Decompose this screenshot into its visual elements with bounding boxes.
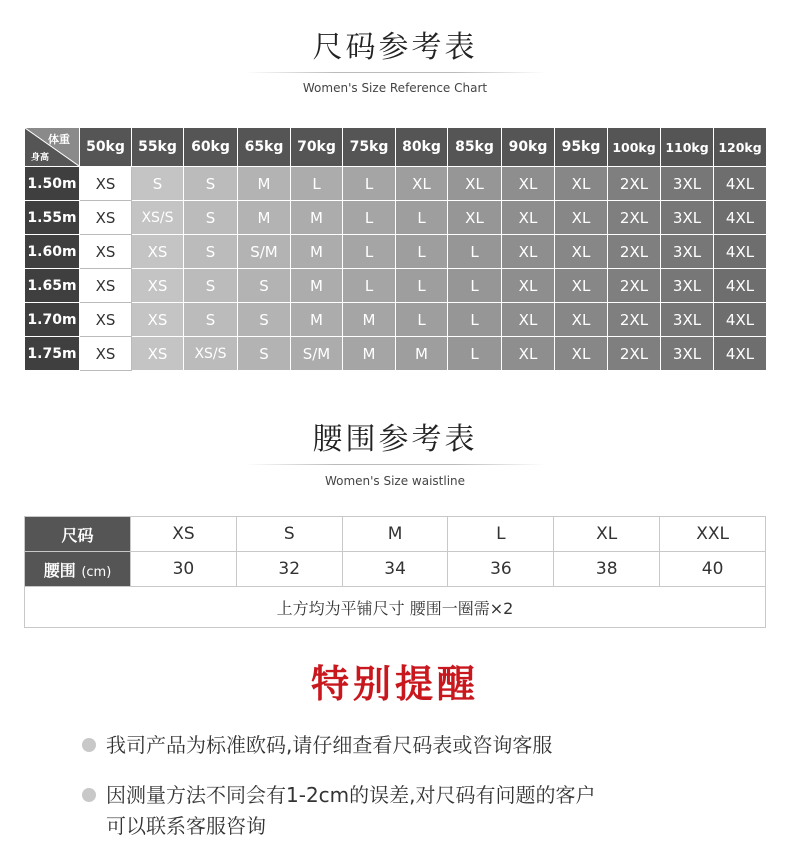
size-row-header: 尺码 xyxy=(25,517,131,552)
title-divider xyxy=(245,72,545,73)
size-cell: XL xyxy=(555,235,608,269)
size-cell: S/M xyxy=(238,235,291,269)
waist-size-cell: XXL xyxy=(660,517,766,552)
size-cell: XL xyxy=(502,235,555,269)
waist-value-cell: 32 xyxy=(236,552,342,587)
size-cell: XS xyxy=(80,269,132,303)
size-cell: L xyxy=(396,201,448,235)
waist-note: 上方均为平铺尺寸 腰围一圈需×2 xyxy=(25,587,766,628)
size-reference-table xyxy=(24,127,767,371)
size-cell: XS xyxy=(132,235,184,269)
size-cell: S xyxy=(184,235,238,269)
size-cell: L xyxy=(343,269,396,303)
size-cell: M xyxy=(343,303,396,337)
waist-reference-table xyxy=(24,516,766,628)
height-row xyxy=(25,303,767,337)
size-cell: 2XL xyxy=(608,235,661,269)
size-cell: L xyxy=(396,269,448,303)
size-chart-subtitle: Women's Size Reference Chart xyxy=(302,81,488,95)
size-cell: 3XL xyxy=(661,337,714,371)
size-cell: XS xyxy=(80,167,132,201)
weight-header-cell: 110kg xyxy=(661,128,714,167)
waist-size-cell: XS xyxy=(131,517,237,552)
weight-header-cell: 50kg xyxy=(80,128,132,167)
waist-value-cell: 36 xyxy=(448,552,554,587)
size-cell: L xyxy=(343,235,396,269)
tip-text-continued: 可以联系客服咨询 xyxy=(106,814,266,838)
waist-value-cell: 34 xyxy=(342,552,448,587)
size-cell: L xyxy=(448,337,502,371)
weight-header-cell: 95kg xyxy=(555,128,608,167)
waist-value-row xyxy=(25,552,766,587)
size-cell: L xyxy=(343,201,396,235)
size-cell: 2XL xyxy=(608,303,661,337)
size-cell: S xyxy=(132,167,184,201)
weight-header-cell: 65kg xyxy=(238,128,291,167)
size-cell: 4XL xyxy=(714,269,767,303)
corner-height-label: 身高 xyxy=(30,153,50,163)
size-cell: M xyxy=(291,201,343,235)
reminder-tip xyxy=(82,780,596,842)
size-cell: XL xyxy=(555,337,608,371)
size-cell: XL xyxy=(448,201,502,235)
waist-value-cell: 30 xyxy=(131,552,237,587)
size-cell: 3XL xyxy=(661,303,714,337)
size-cell: XS xyxy=(132,337,184,371)
corner-diagonal-icon xyxy=(25,128,79,166)
height-row xyxy=(25,201,767,235)
corner-cell xyxy=(25,128,80,167)
size-cell: L xyxy=(396,235,448,269)
size-cell: XL xyxy=(555,201,608,235)
size-cell: L xyxy=(343,167,396,201)
size-cell: S xyxy=(238,337,291,371)
reminder-tip xyxy=(82,730,552,761)
waist-chart-subtitle: Women's Size waistline xyxy=(324,474,466,488)
size-cell: XL xyxy=(502,337,555,371)
size-cell: S xyxy=(184,269,238,303)
weight-header-cell: 80kg xyxy=(396,128,448,167)
height-label: 1.75m xyxy=(25,337,80,371)
waist-value-cell: 38 xyxy=(554,552,660,587)
bullet-icon xyxy=(82,738,96,752)
size-cell: XL xyxy=(555,303,608,337)
size-cell: XS xyxy=(80,235,132,269)
size-cell: S/M xyxy=(291,337,343,371)
weight-header-cell: 100kg xyxy=(608,128,661,167)
height-label: 1.55m xyxy=(25,201,80,235)
size-cell: XL xyxy=(502,201,555,235)
size-cell: XS/S xyxy=(184,337,238,371)
weight-header-cell: 75kg xyxy=(343,128,396,167)
waist-size-cell: L xyxy=(448,517,554,552)
weight-header-cell: 60kg xyxy=(184,128,238,167)
size-cell: S xyxy=(184,167,238,201)
weight-header-cell: 85kg xyxy=(448,128,502,167)
size-cell: S xyxy=(238,269,291,303)
height-label: 1.70m xyxy=(25,303,80,337)
size-cell: 2XL xyxy=(608,269,661,303)
size-cell: XS/S xyxy=(132,201,184,235)
size-cell: XS xyxy=(132,303,184,337)
size-cell: M xyxy=(291,269,343,303)
size-cell: M xyxy=(343,337,396,371)
size-cell: 3XL xyxy=(661,167,714,201)
height-label: 1.60m xyxy=(25,235,80,269)
size-cell: XS xyxy=(80,303,132,337)
waist-size-cell: S xyxy=(236,517,342,552)
size-cell: 3XL xyxy=(661,269,714,303)
waist-row-header xyxy=(25,552,131,587)
height-label: 1.65m xyxy=(25,269,80,303)
size-cell: XS xyxy=(80,337,132,371)
size-cell: 4XL xyxy=(714,201,767,235)
size-cell: 2XL xyxy=(608,201,661,235)
size-cell: XL xyxy=(502,269,555,303)
size-cell: S xyxy=(184,303,238,337)
waist-note-row xyxy=(25,587,766,628)
tip-text: 因测量方法不同会有1-2cm的误差,对尺码有问题的客户 xyxy=(106,783,596,807)
waist-unit: (cm) xyxy=(81,564,112,580)
size-cell: 2XL xyxy=(608,337,661,371)
height-row xyxy=(25,269,767,303)
waist-size-row xyxy=(25,517,766,552)
size-cell: L xyxy=(291,167,343,201)
size-cell: 4XL xyxy=(714,235,767,269)
size-cell: L xyxy=(448,235,502,269)
size-cell: M xyxy=(238,201,291,235)
size-cell: XS xyxy=(80,201,132,235)
corner-weight-label: 体重 xyxy=(48,133,70,146)
bullet-icon xyxy=(82,788,96,802)
reminder-title: 特别提醒 xyxy=(310,662,479,706)
size-cell: L xyxy=(396,303,448,337)
size-cell: XL xyxy=(555,167,608,201)
size-cell: M xyxy=(291,235,343,269)
height-row xyxy=(25,235,767,269)
waist-label: 腰围 xyxy=(43,560,76,580)
waist-value-cell: 40 xyxy=(660,552,766,587)
weight-header-cell: 90kg xyxy=(502,128,555,167)
size-cell: XL xyxy=(448,167,502,201)
height-row xyxy=(25,167,767,201)
size-cell: 4XL xyxy=(714,167,767,201)
size-cell: 3XL xyxy=(661,235,714,269)
size-chart-title: 尺码参考表 xyxy=(312,30,478,65)
weight-header-cell: 120kg xyxy=(714,128,767,167)
size-cell: M xyxy=(396,337,448,371)
size-cell: XL xyxy=(502,303,555,337)
height-label: 1.50m xyxy=(25,167,80,201)
title-divider xyxy=(245,464,545,465)
waist-size-cell: M xyxy=(342,517,448,552)
weight-header-cell: 70kg xyxy=(291,128,343,167)
size-cell: L xyxy=(448,269,502,303)
size-cell: XL xyxy=(502,167,555,201)
size-cell: 2XL xyxy=(608,167,661,201)
size-cell: XL xyxy=(396,167,448,201)
size-cell: 4XL xyxy=(714,303,767,337)
weight-header-cell: 55kg xyxy=(132,128,184,167)
tip-text: 我司产品为标准欧码,请仔细查看尺码表或咨询客服 xyxy=(106,733,553,757)
height-row xyxy=(25,337,767,371)
size-cell: S xyxy=(184,201,238,235)
size-cell: XL xyxy=(555,269,608,303)
waist-chart-title: 腰围参考表 xyxy=(312,422,478,457)
size-cell: XS xyxy=(132,269,184,303)
size-cell: 4XL xyxy=(714,337,767,371)
size-cell: 3XL xyxy=(661,201,714,235)
waist-size-cell: XL xyxy=(554,517,660,552)
size-cell: S xyxy=(238,303,291,337)
weight-header-row xyxy=(25,128,767,167)
size-cell: L xyxy=(448,303,502,337)
size-cell: M xyxy=(291,303,343,337)
size-cell: M xyxy=(238,167,291,201)
